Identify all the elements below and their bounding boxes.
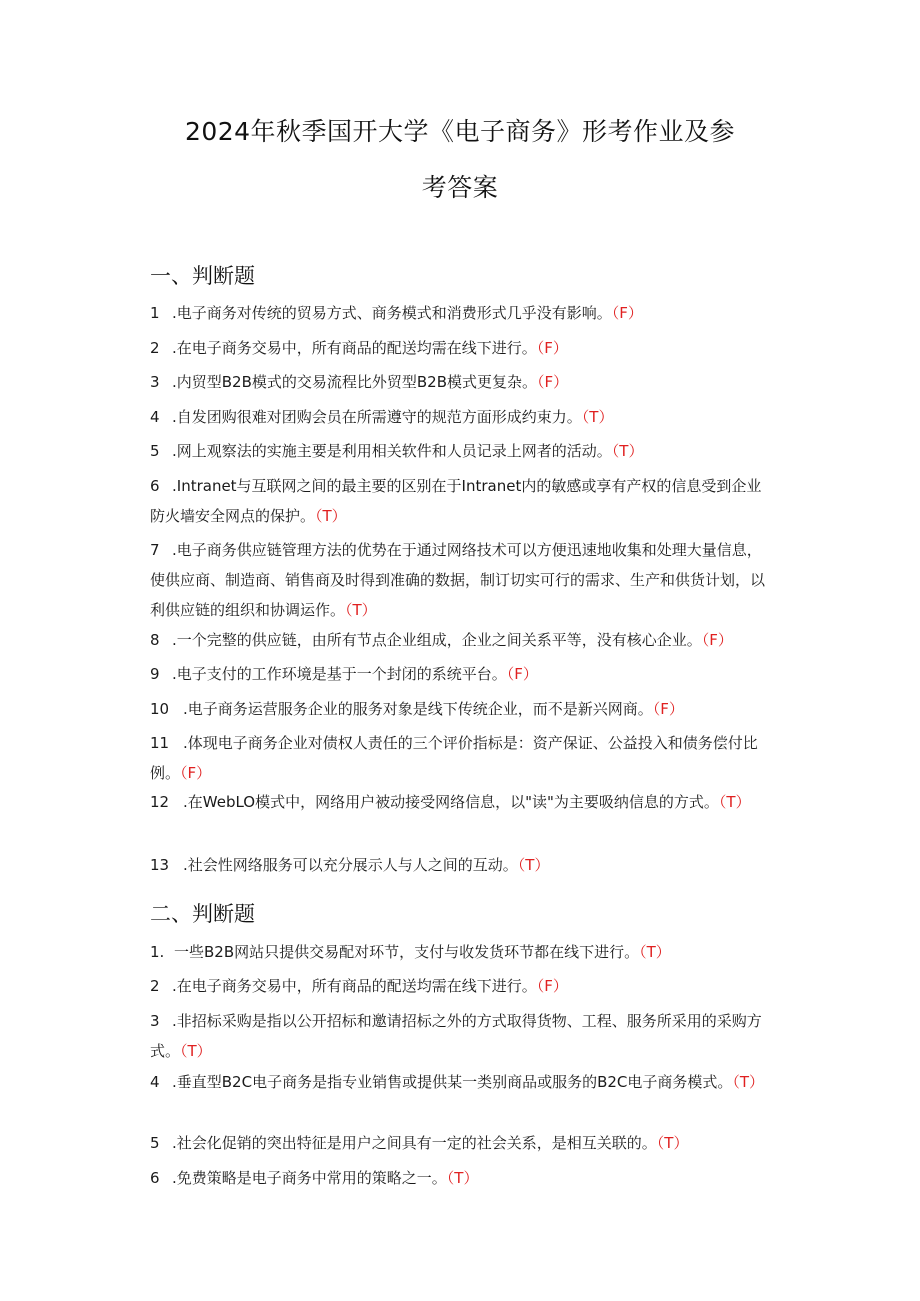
document-title-line-1: 2024年秋季国开大学《电子商务》形考作业及参: [184, 117, 736, 146]
question-answer: （T）: [345, 601, 377, 619]
question-number: 9: [150, 665, 160, 683]
question-answer: （F）: [701, 631, 733, 649]
question-text: .网上观察法的实施主要是利用相关软件和人员记录上网者的活动。: [172, 442, 612, 460]
question-item: [150, 471, 765, 531]
question-item: [150, 436, 765, 466]
question-item: [150, 850, 765, 880]
question-item: [150, 1163, 765, 1193]
question-item: [150, 298, 765, 328]
question-number: 1: [150, 304, 160, 322]
question-text: .在电子商务交易中，所有商品的配送均需在线下进行。: [172, 977, 537, 995]
question-text: .内贸型B2B模式的交易流程比外贸型B2B模式更复杂。: [172, 373, 538, 391]
question-number: 4: [150, 1073, 160, 1091]
question-answer: （T）: [517, 856, 550, 874]
question-text: .在电子商务交易中，所有商品的配送均需在线下进行。: [172, 339, 537, 357]
question-answer: （F）: [180, 764, 212, 782]
question-answer: （F）: [536, 339, 568, 357]
question-answer: （T）: [718, 793, 751, 811]
question-number: 5: [150, 1134, 160, 1152]
question-item: [150, 971, 765, 1001]
question-answer: （T）: [639, 943, 671, 961]
question-item: [150, 402, 765, 432]
question-text: .在WebLO模式中，网络用户被动接受网络信息，以"读"为主要吸纳信息的方式。: [183, 793, 719, 811]
question-item: [150, 535, 765, 625]
question-number: 3: [150, 1012, 160, 1030]
question-text: 一些B2B网站只提供交易配对环节，支付与收发货环节都在线下进行。: [174, 943, 640, 961]
question-answer: （T）: [611, 442, 644, 460]
question-text: .电子支付的工作环境是基于一个封闭的系统平台。: [172, 665, 507, 683]
question-number: 6: [150, 477, 160, 495]
question-text: .社会性网络服务可以充分展示人与人之间的互动。: [183, 856, 518, 874]
question-text: .电子商务运营服务企业的服务对象是线下传统企业，而不是新兴网商。: [183, 700, 653, 718]
question-text: .体现电子商务企业对债权人责任的三个评价指标是：资产保证、公益投入和债务偿付比例。: [150, 734, 758, 782]
question-answer: （F）: [506, 665, 538, 683]
question-text: .电子商务对传统的贸易方式、商务模式和消费形式几乎没有影响。: [172, 304, 612, 322]
question-number: 6: [150, 1169, 160, 1187]
question-item: [150, 694, 765, 724]
question-text: .Intranet与互联网之间的最主要的区别在于Intranet内的敏感或享有产权的信息受到企业防火墙安全网点的保护。: [150, 477, 762, 525]
question-number: 4: [150, 408, 160, 426]
question-number: 12: [150, 793, 170, 811]
question-answer: （T）: [180, 1042, 212, 1060]
question-number: 1.: [150, 943, 165, 961]
question-answer: （F）: [536, 977, 568, 995]
question-item: [150, 367, 765, 397]
question-answer: （T）: [446, 1169, 479, 1187]
question-answer: （F）: [537, 373, 569, 391]
section-heading: 一、判断题: [150, 264, 255, 288]
question-text: .垂直型B2C电子商务是指专业销售或提供某一类别商品或服务的B2C电子商务模式。: [172, 1073, 733, 1091]
question-item: [150, 1128, 765, 1158]
question-number: 5: [150, 442, 160, 460]
question-number: 7: [150, 541, 160, 559]
question-item: [150, 659, 765, 689]
question-number: 10: [150, 700, 170, 718]
question-answer: （F）: [611, 304, 643, 322]
question-text: .社会化促销的突出特征是用户之间具有一定的社会关系，是相互关联的。: [172, 1134, 657, 1152]
question-answer: （T）: [315, 507, 347, 525]
question-number: 2: [150, 339, 160, 357]
question-text: .一个完整的供应链，由所有节点企业组成，企业之间关系平等，没有核心企业。: [172, 631, 702, 649]
question-answer: （T）: [581, 408, 614, 426]
question-text: .自发团购很难对团购会员在所需遵守的规范方面形成约束力。: [172, 408, 582, 426]
question-number: 2: [150, 977, 160, 995]
document-title-line-2: 考答案: [421, 173, 499, 202]
question-number: 13: [150, 856, 170, 874]
question-item: [150, 1006, 765, 1066]
question-number: 8: [150, 631, 160, 649]
section-heading: 二、判断题: [150, 902, 255, 926]
question-number: 3: [150, 373, 160, 391]
question-text: .非招标采购是指以公开招标和邀请招标之外的方式取得货物、工程、服务所采用的采购方式。: [150, 1012, 762, 1060]
question-item: [150, 787, 765, 817]
question-answer: （T）: [732, 1073, 765, 1091]
question-answer: （F）: [652, 700, 684, 718]
question-item: [150, 937, 765, 967]
question-item: [150, 333, 765, 363]
question-item: [150, 625, 765, 655]
question-item: [150, 728, 765, 788]
question-text: .电子商务供应链管理方法的优势在于通过网络技术可以方便迅速地收集和处理大量信息，使供应商、制造商、销售商及时得到准确的数据，制订切实可行的需求、生产和供货计划，以利供应链的组织和协调运作。: [150, 541, 766, 619]
question-answer: （T）: [656, 1134, 689, 1152]
question-number: 11: [150, 734, 170, 752]
question-text: .免费策略是电子商务中常用的策略之一。: [172, 1169, 447, 1187]
question-item: [150, 1067, 765, 1097]
